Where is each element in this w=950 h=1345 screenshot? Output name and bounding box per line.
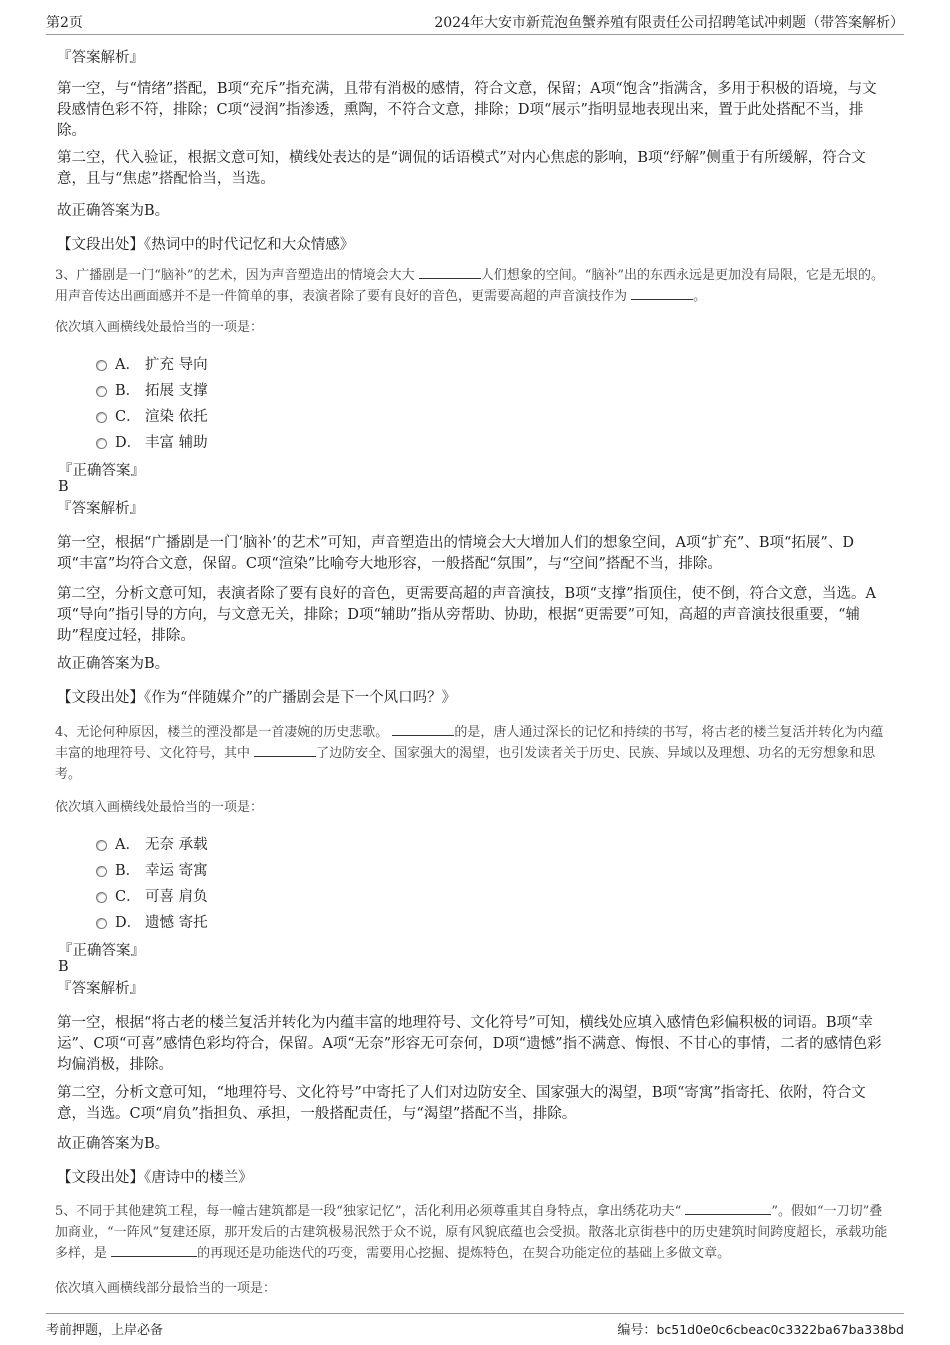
correct-answer-label: 『正确答案』 — [58, 943, 145, 959]
correct-answer-label: 『正确答案』 — [58, 463, 145, 479]
q3-analysis-p1: 第一空，根据“广播剧是一门‘脑补’的艺术”可知，声音塑造出的情境会大大增加人们的想象空间，A项“扩充”、B项“拓展”、D项“丰富”均符合文意，保留。C项“渲染”比喻夸大地形容，一般搭配“氛围”，与“空间”搭配不当，排除。 — [57, 535, 854, 572]
radio-button-icon[interactable] — [96, 918, 107, 929]
blank-line — [419, 266, 481, 279]
radio-button-icon[interactable] — [96, 386, 107, 397]
q3-conclusion: 故正确答案为B。 — [57, 656, 170, 672]
q3-source: 【文段出处】《作为“伴随媒介”的广播剧会是下一个风口吗？》 — [57, 690, 457, 706]
blank-line — [111, 1244, 197, 1257]
q2-conclusion: 故正确答案为B。 — [57, 203, 170, 219]
blank-line — [392, 723, 454, 736]
blank-line — [631, 287, 693, 300]
blank-line — [254, 744, 316, 757]
q4-option-b[interactable]: B． 幸运 寄寓 — [96, 858, 208, 880]
q5-stem: 5、不同于其他建筑工程，每一幢古建筑都是一段“独家记忆”，活化利用必须尊重其自身特点，拿出绣花功夫“ ”。假如“一刀切”叠加商业，“一阵风”复建还原，那开发后的古建筑极易泯然于众不说，原有风貌底蕴也会受损。散落北京街巷中的历史建筑时间跨度超长，承载功能多样，是 的再现还是功能迭代的巧变，需要用心挖掘、提炼特色，在契合功能定位的基础上多做文章。 — [55, 1204, 888, 1261]
q4-stem: 4、无论何种原因，楼兰的湮没都是一首凄婉的历史悲歌。 的是，唐人通过深长的记忆和持续的书写，将古老的楼兰复活并转化为内蕴丰富的地理符号、文化符号，其中 了边防安全、国家强大的渴望，也引发读者关于历史、民族、异域以及理想、功名的无穷想象和思考。 — [55, 725, 884, 782]
analysis-label: 『答案解析』 — [57, 501, 144, 517]
analysis-label: 『答案解析』 — [57, 981, 144, 997]
q3-stem: 3、广播剧是一门“脑补”的艺术，因为声音塑造出的情境会大大 人们想象的空间。“脑补”出的东西永远是更加没有局限，它是无垠的。用声音传达出画面感并不是一件简单的事，表演者除了要有良好的音色，更需要高超的声音演技作为 。 — [55, 268, 884, 304]
page-header — [46, 10, 904, 35]
q2-analysis-p2: 第二空，代入验证，根据文意可知，横线处表达的是“调侃的话语模式”对内心焦虑的影响，B项“纾解”侧重于有所缓解，符合文意，且与“焦虑”搭配恰当，当选。 — [57, 150, 866, 187]
q3-option-a[interactable]: A． 扩充 导向 — [96, 352, 208, 374]
q3-analysis-p2: 第二空，分析文意可知，表演者除了要有良好的音色，更需要高超的声音演技，B项“支撑”指顶住，使不倒，符合文意，当选。A项“导向”指引导的方向，与文意无关，排除；D项“辅助”指从旁帮助、协助，根据“更需要”可知，高超的声音演技很重要，“辅助”程度过轻，排除。 — [57, 586, 876, 644]
footer-slogan: 考前押题，上岸必备 — [46, 1323, 164, 1338]
blank-line — [685, 1202, 771, 1215]
q3-instruction: 依次填入画横线处最恰当的一项是： — [55, 320, 264, 335]
document-title: 2024年大安市新荒泡鱼蟹养殖有限责任公司招聘笔试冲刺题（带答案解析） — [434, 15, 904, 31]
radio-button-icon[interactable] — [96, 412, 107, 423]
radio-button-icon[interactable] — [96, 438, 107, 449]
q3-correct-answer: B — [58, 479, 69, 495]
q3-option-b[interactable]: B． 拓展 支撑 — [96, 378, 208, 400]
q4-instruction: 依次填入画横线处最恰当的一项是： — [55, 800, 264, 815]
q5-instruction: 依次填入画横线部分最恰当的一项是： — [55, 1281, 277, 1296]
analysis-label: 『答案解析』 — [57, 50, 144, 66]
q2-analysis-p1: 第一空，与“情绪”搭配，B项“充斥”指充满，且带有消极的感情，符合文意，保留；A项“饱含”指满含，多用于积极的语境，与文段感情色彩不符，排除；C项“浸润”指渗透，熏陶，不符合文意，排除；D项“展示”指明显地表现出来，置于此处搭配不当，排除。 — [57, 81, 877, 139]
q4-correct-answer: B — [58, 959, 69, 975]
q3-option-d[interactable]: D． 丰富 辅助 — [96, 430, 208, 452]
q4-analysis-p1: 第一空，根据“将古老的楼兰复活并转化为内蕴丰富的地理符号、文化符号”可知，横线处应填入感情色彩偏积极的词语。B项“幸运”、C项“可喜”感情色彩均符合，保留。A项“无奈”形容无可奈何，D项“遗憾”指不满意、悔恨、不甘心的事情，二者的感情色彩均偏消极，排除。 — [57, 1015, 882, 1073]
radio-button-icon[interactable] — [96, 866, 107, 877]
q2-source: 【文段出处】《热词中的时代记忆和大众情感》 — [57, 237, 355, 253]
q4-option-a[interactable]: A． 无奈 承载 — [96, 832, 208, 854]
page-number: 第2页 — [46, 15, 83, 31]
page-footer — [46, 1313, 904, 1342]
radio-button-icon[interactable] — [96, 840, 107, 851]
q4-analysis-p2: 第二空，分析文意可知，“地理符号、文化符号”中寄托了人们对边防安全、国家强大的渴望，B项“寄寓”指寄托、依附，符合文意，当选。C项“肩负”指担负、承担，一般搭配责任，与“渴望”搭配不当，排除。 — [57, 1085, 866, 1122]
radio-button-icon[interactable] — [96, 892, 107, 903]
q4-source: 【文段出处】《唐诗中的楼兰》 — [57, 1170, 253, 1186]
q3-option-c[interactable]: C． 渲染 依托 — [96, 404, 208, 426]
q4-conclusion: 故正确答案为B。 — [57, 1136, 170, 1152]
q4-option-d[interactable]: D． 遗憾 寄托 — [96, 910, 208, 932]
q4-option-c[interactable]: C． 可喜 肩负 — [96, 884, 208, 906]
document-code: 编号：bc51d0e0c6cbeac0c3322ba67ba338bd — [617, 1322, 904, 1338]
radio-button-icon[interactable] — [96, 360, 107, 371]
